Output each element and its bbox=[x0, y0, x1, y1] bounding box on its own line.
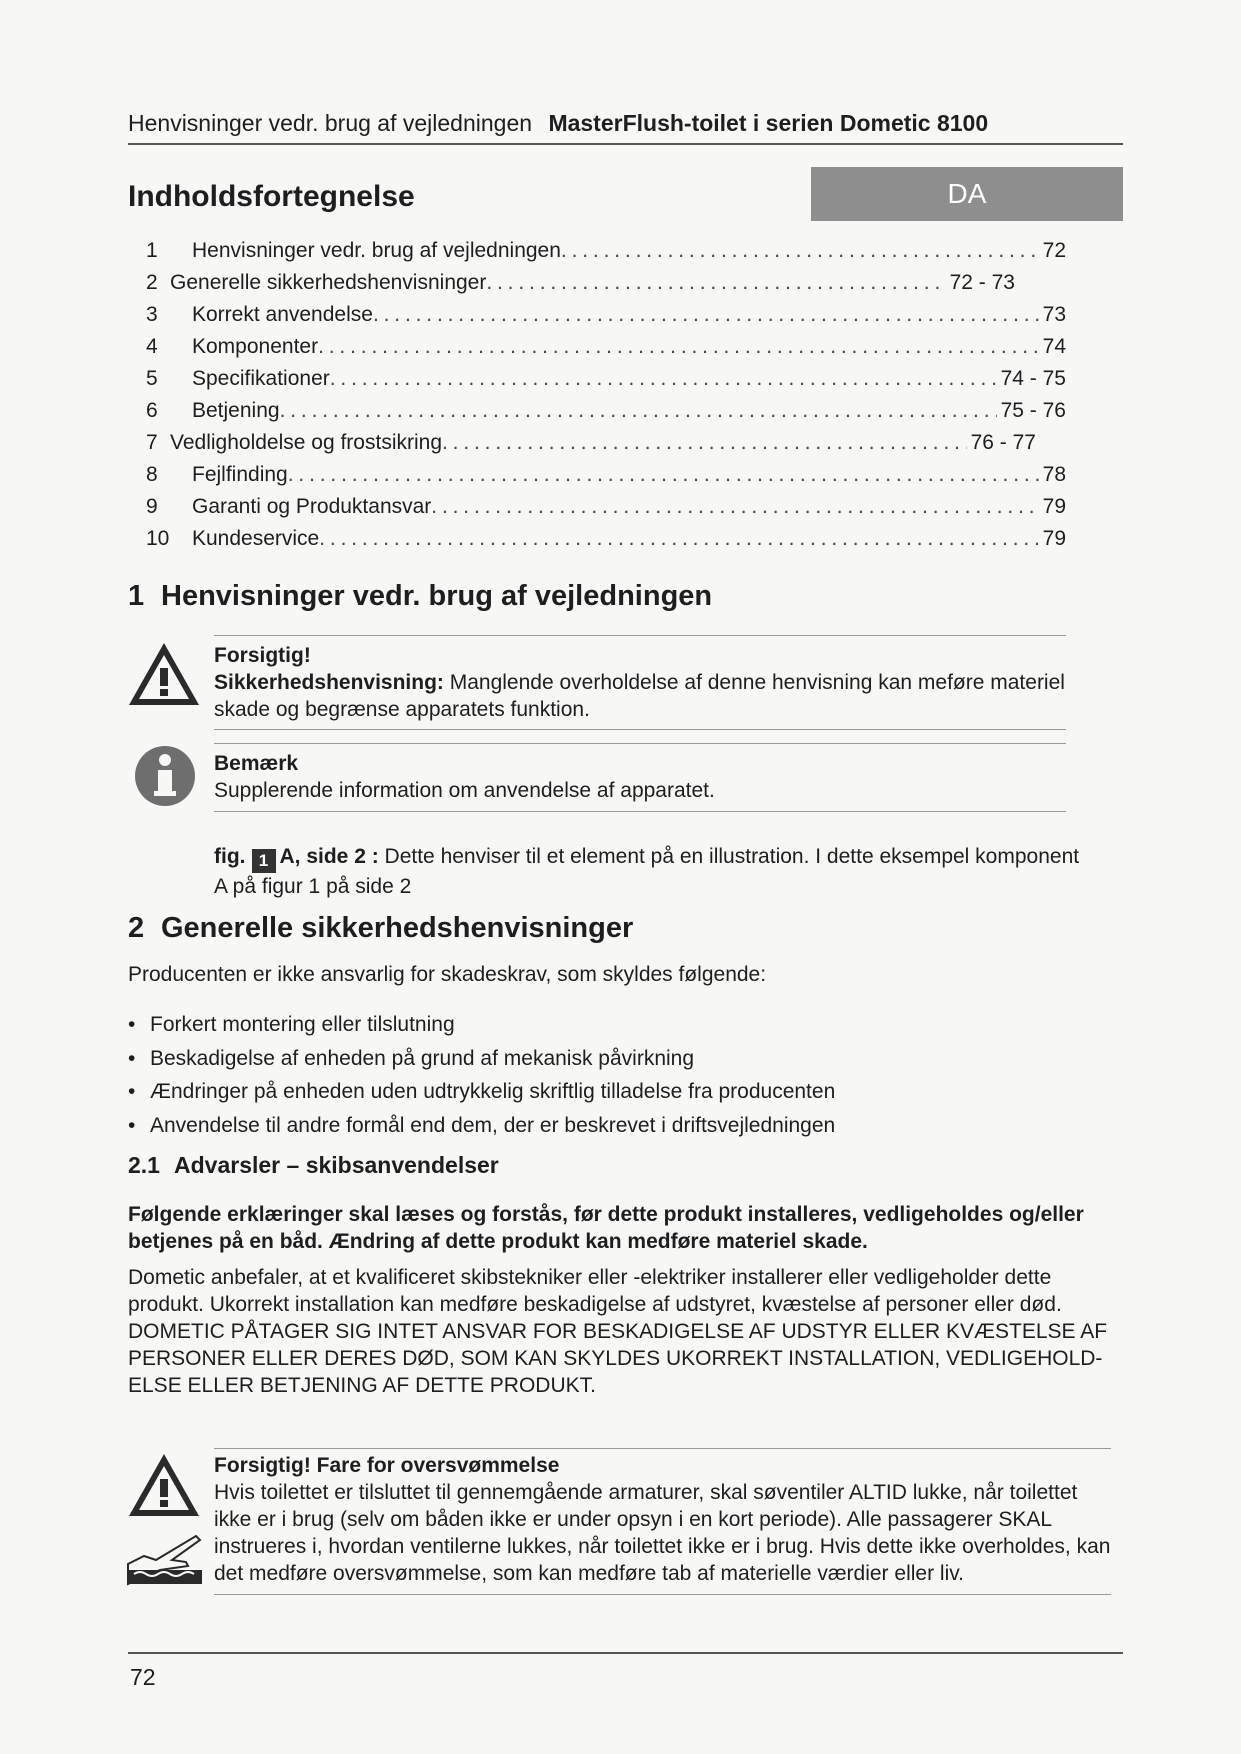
note-notice bbox=[214, 750, 1094, 804]
toc-entry-number: 9 bbox=[146, 495, 158, 518]
toc-entry-number: 4 bbox=[146, 335, 158, 358]
toc-entry-number: 1 bbox=[146, 239, 158, 262]
toc-entry bbox=[146, 395, 1066, 427]
running-header bbox=[128, 110, 1120, 137]
notice-rule bbox=[214, 635, 1066, 636]
toc-entry bbox=[146, 491, 1066, 523]
toc-entry-title: Kundeservice bbox=[192, 527, 320, 550]
toc-entry-number: 7 bbox=[146, 431, 158, 454]
toc-entry bbox=[146, 459, 1066, 491]
list-item: • Forkert montering eller tilslutning bbox=[128, 1011, 835, 1045]
toc-leader-dots bbox=[442, 427, 967, 459]
flood-warning-title: Forsigtig! Fare for oversvømmelse bbox=[214, 1454, 560, 1477]
note-text: Supplerende information om anvendelse af apparatet. bbox=[214, 779, 715, 802]
toc-entry bbox=[146, 299, 1066, 331]
section-2-heading bbox=[128, 912, 633, 945]
notice-rule bbox=[214, 743, 1066, 744]
toc-entry-page: 73 bbox=[1042, 303, 1066, 326]
notice-rule bbox=[214, 1448, 1111, 1449]
toc-leader-dots bbox=[486, 267, 945, 299]
toc-leader-dots bbox=[561, 235, 1039, 267]
fig-prefix: fig. bbox=[214, 845, 246, 868]
subsection-2-1-heading bbox=[128, 1152, 499, 1179]
section-1-heading bbox=[128, 580, 712, 613]
section-2-intro: Producenten er ikke ansvarlig for skadeskrav, som skyldes følgende: bbox=[128, 963, 767, 986]
section-number: 1 bbox=[128, 580, 145, 612]
toc-entry-number: 6 bbox=[146, 399, 158, 422]
toc-entry-page: 72 - 73 bbox=[949, 271, 1015, 294]
list-item: • Ændringer på enheden uden udtrykkelig skriftlig tilladelse fra producenten bbox=[128, 1078, 835, 1112]
notice-rule bbox=[214, 729, 1066, 730]
toc-entry bbox=[146, 363, 1066, 395]
toc-entry-title: Garanti og Produktansvar bbox=[192, 495, 432, 518]
toc-entry-page: 76 - 77 bbox=[970, 431, 1036, 454]
caution-label: Sikkerhedshenvisning: bbox=[214, 671, 444, 694]
toc-entry-page: 79 bbox=[1042, 495, 1066, 518]
toc-entry-title: Specifikationer bbox=[192, 367, 330, 390]
toc-entry-title: Fejlfinding bbox=[192, 463, 288, 486]
language-badge: DA bbox=[811, 167, 1123, 221]
toc-entry bbox=[146, 267, 1015, 299]
toc-entry-title: Korrekt anvendelse bbox=[192, 303, 373, 326]
subsection-number: 2.1 bbox=[128, 1152, 160, 1178]
toc-entry bbox=[146, 523, 1066, 555]
toc-entry-title: Generelle sikkerhedshenvisninger bbox=[170, 271, 487, 294]
fig-ref-text: Dette henviser til et element på en illustration. I dette eksempel komponent A på figur 1 på side 2 bbox=[214, 845, 1080, 898]
section-title: Generelle sikkerhedshenvisninger bbox=[161, 912, 634, 944]
header-rule bbox=[128, 143, 1123, 145]
toc-leader-dots bbox=[288, 459, 1039, 491]
toc-entry-number: 2 bbox=[146, 271, 158, 294]
caution-text: Manglende overholdelse af denne henvisning kan meføre materiel skade og begrænse apparatets funktion. bbox=[214, 671, 1065, 721]
warning-triangle-icon bbox=[126, 640, 202, 708]
section-title: Henvisninger vedr. brug af vejledningen bbox=[161, 580, 713, 612]
flooding-hand-icon bbox=[126, 1526, 204, 1586]
toc-entry bbox=[146, 427, 1036, 459]
toc-entry-page: 72 bbox=[1042, 239, 1066, 262]
fig-ref-label: A, side 2 : bbox=[279, 845, 379, 868]
toc-title: Indholdsfortegnelse bbox=[128, 180, 415, 213]
warning-triangle-icon bbox=[126, 1451, 202, 1519]
toc-leader-dots bbox=[319, 523, 1038, 555]
subsection-title: Advarsler – skibsanvendelser bbox=[174, 1152, 499, 1178]
header-section-title: Henvisninger vedr. brug af vejledningen bbox=[128, 110, 533, 136]
toc-entry-number: 10 bbox=[146, 527, 170, 550]
toc-entry-number: 5 bbox=[146, 367, 158, 390]
toc-entry-page: 75 - 76 bbox=[1000, 399, 1066, 422]
toc-entry-number: 3 bbox=[146, 303, 158, 326]
figure-reference-example bbox=[214, 843, 1094, 900]
list-item: • Beskadigelse af enheden på grund af mekanisk påvirkning bbox=[128, 1045, 835, 1079]
toc-entry-title: Henvisninger vedr. brug af vejledningen bbox=[192, 239, 561, 262]
flood-warning-notice bbox=[214, 1452, 1114, 1587]
toc-leader-dots bbox=[330, 363, 997, 395]
footer-rule bbox=[128, 1652, 1123, 1654]
liability-bullet-list bbox=[128, 1011, 835, 1145]
notice-rule bbox=[214, 811, 1066, 812]
toc-entry bbox=[146, 235, 1066, 267]
toc-entry-page: 78 bbox=[1042, 463, 1066, 486]
toc-leader-dots bbox=[431, 491, 1038, 523]
header-product-title: MasterFlush-toilet i serien Dometic 8100 bbox=[548, 110, 989, 136]
boat-warning-bold-paragraph: Følgende erklæringer skal læses og forstås, før dette produkt installeres, vedligeholdes og/eller betjenes på en båd. Ændring af dette produkt kan medføre materiel skade. bbox=[128, 1203, 1084, 1253]
caution-title: Forsigtig! bbox=[214, 644, 311, 667]
page-number: 72 bbox=[130, 1664, 156, 1690]
flood-warning-text: Hvis toilettet er tilsluttet til gennemgående armaturer, skal søventiler ALTID lukke, når toilettet ikke er i brug (selv om båden ikke er under opsyn i en kort periode). Alle passagerer SKAL instrueres i, hvordan ventilerne lukkes, når toilettet ikke er i brug. Hvis dette ikke overholdes, kan det medføre oversvømmelse, som kan medføre tab af materielle værdier eller liv. bbox=[214, 1481, 1111, 1585]
notice-rule bbox=[214, 1594, 1111, 1595]
toc-entry-number: 8 bbox=[146, 463, 158, 486]
toc-entry-page: 74 bbox=[1042, 335, 1066, 358]
toc-leader-dots bbox=[373, 299, 1039, 331]
info-icon bbox=[134, 745, 196, 807]
table-of-contents bbox=[146, 235, 1066, 555]
section-number: 2 bbox=[128, 912, 145, 944]
list-item: • Anvendelse til andre formål end dem, der er beskrevet i driftsvejledningen bbox=[128, 1112, 835, 1146]
figure-number-box: 1 bbox=[252, 849, 276, 873]
toc-entry-title: Komponenter bbox=[192, 335, 319, 358]
toc-entry-page: 79 bbox=[1042, 527, 1066, 550]
toc-entry-title: Betjening bbox=[192, 399, 280, 422]
installation-disclaimer-paragraph: Dometic anbefaler, at et kvalificeret skibstekniker eller -elektriker installerer eller vedligeholder dette produkt. Ukorrekt installation kan medføre beskadigelse af udstyret, kvæstelse af personer eller død. DOMETIC PÅTAGER SIG INTET ANSVAR FOR BESKADIGELSE AF UDSTYR ELLER KVÆSTELSE AF PERSONER ELLER DERES DØD, SOM KAN SKYLDES UKORREKT INSTALLATION, VEDLIGEHOLD-ELSE ELLER BETJENING AF DETTE PRODUKT. bbox=[128, 1266, 1108, 1397]
toc-entry-page: 74 - 75 bbox=[1000, 367, 1066, 390]
toc-entry-title: Vedligholdelse og frostsikring bbox=[170, 431, 442, 454]
toc-leader-dots bbox=[318, 331, 1039, 363]
toc-leader-dots bbox=[280, 395, 997, 427]
toc-entry bbox=[146, 331, 1066, 363]
caution-notice bbox=[214, 642, 1094, 723]
note-title: Bemærk bbox=[214, 752, 299, 775]
